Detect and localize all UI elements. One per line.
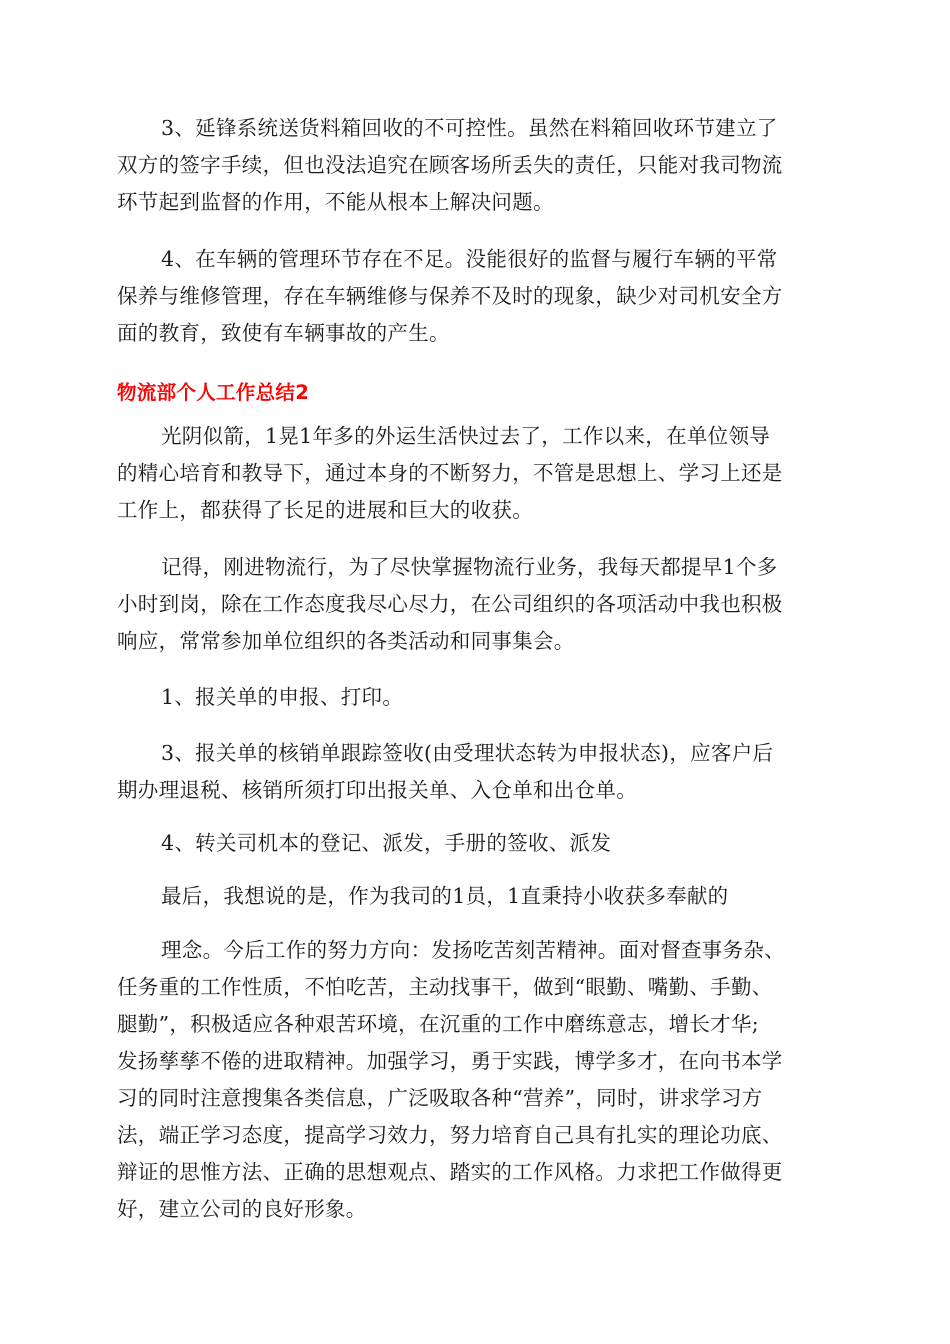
text-line: 腿勤”，积极适应各种艰苦环境，在沉重的工作中磨练意志，增长才华; — [117, 1012, 759, 1036]
paragraph-remember — [117, 549, 833, 660]
text-line: 3、报关单的核销单跟踪签收(由受理状态转为申报状态)，应客户后 — [161, 741, 774, 765]
paragraph-item-4-vehicle — [117, 241, 833, 352]
text-line: 期办理退税、核销所须打印出报关单、入仓单和出仓单。 — [117, 778, 637, 802]
text-line: 辩证的思惟方法、正确的思想观点、踏实的工作风格。力求把工作做得更 — [117, 1160, 783, 1184]
text-line: 任务重的工作性质，不怕吃苦，主动找事干，做到“眼勤、嘴勤、手勤、 — [117, 975, 773, 999]
text-line: 4、转关司机本的登记、派发，手册的签收、派发 — [161, 831, 612, 855]
text-line: 工作上，都获得了长足的进展和巨大的收获。 — [117, 498, 533, 522]
text-line: 响应，常常参加单位组织的各类活动和同事集会。 — [117, 629, 575, 653]
text-line: 最后，我想说的是，作为我司的1员，1直秉持小收获多奉献的 — [161, 884, 729, 908]
paragraph-intro — [117, 418, 833, 529]
paragraph-item-3-recycle — [117, 110, 833, 221]
text-line: 双方的签字手续，但也没法追究在顾客场所丢失的责任，只能对我司物流 — [117, 153, 783, 177]
list-item-transfer — [117, 825, 833, 862]
list-item-declaration — [117, 679, 833, 716]
section-heading: 物流部个人工作总结2 — [117, 381, 310, 404]
paragraph-conclusion — [117, 932, 833, 1228]
text-line: 面的教育，致使有车辆事故的产生。 — [117, 321, 450, 345]
list-item-verification — [117, 735, 833, 809]
text-line: 理念。今后工作的努力方向：发扬吃苦刻苦精神。面对督查事务杂、 — [161, 938, 785, 962]
text-line: 3、延锋系统送货料箱回收的不可控性。虽然在料箱回收环节建立了 — [161, 116, 778, 140]
text-line: 好，建立公司的良好形象。 — [117, 1197, 367, 1221]
text-line: 环节起到监督的作用，不能从根本上解决问题。 — [117, 190, 554, 214]
text-line: 保养与维修管理，存在车辆维修与保养不及时的现象，缺少对司机安全方 — [117, 284, 783, 308]
text-line: 光阴似箭，1晃1年多的外运生活快过去了，工作以来，在单位领导 — [161, 424, 771, 448]
text-line: 发扬孳孳不倦的进取精神。加强学习，勇于实践，博学多才，在向书本学 — [117, 1049, 783, 1073]
paragraph-finally — [117, 878, 833, 915]
text-line: 小时到岗，除在工作态度我尽心尽力，在公司组织的各项活动中我也积极 — [117, 592, 783, 616]
text-line: 1、报关单的申报、打印。 — [161, 685, 404, 709]
text-line: 法，端正学习态度，提高学习效力，努力培育自己具有扎实的理论功底、 — [117, 1123, 783, 1147]
text-line: 4、在车辆的管理环节存在不足。没能很好的监督与履行车辆的平常 — [161, 247, 778, 271]
text-line: 记得，刚进物流行，为了尽快掌握物流行业务，我每天都提早1个多 — [161, 555, 778, 579]
text-line: 的精心培育和教导下，通过本身的不断努力，不管是思想上、学习上还是 — [117, 461, 783, 485]
text-line: 习的同时注意搜集各类信息，广泛吸取各种“营养”，同时，讲求学习方 — [117, 1086, 763, 1110]
